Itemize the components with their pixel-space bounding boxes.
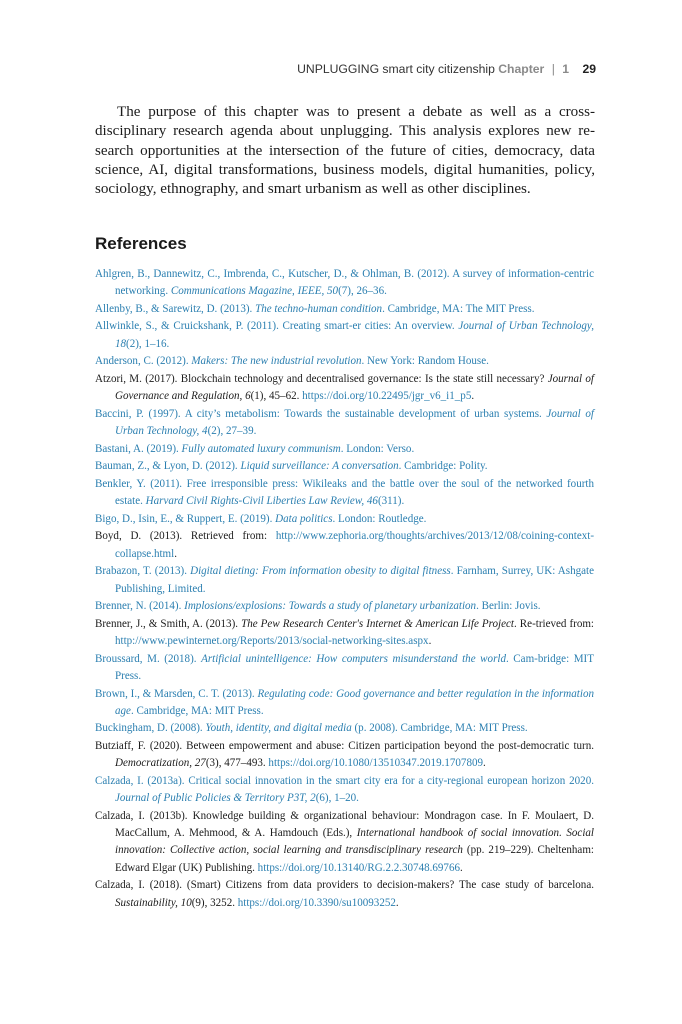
reference-text: . Cam-bridge: MIT Press. xyxy=(115,652,594,682)
reference-text: . Re-trieved from: xyxy=(514,617,595,630)
reference-text: Benkler, Y. (2011). Free irresponsible press: Wikileaks and the battle over the soul of the networked fourth estate. xyxy=(95,477,594,508)
reference-text: Atzori, M. (2017). Blockchain technology and decentralised governance: Is the state still necessary? xyxy=(95,372,548,385)
reference-source-title: Artificial unintelligence: How computers misunderstand the world xyxy=(201,652,506,665)
header-chapter-label: Chapter xyxy=(498,62,545,76)
reference-item xyxy=(95,318,594,353)
reference-item xyxy=(95,616,594,651)
reference-source-title: Sustainability, 10 xyxy=(115,896,192,909)
reference-source-title: Journal of Urban Technology, 18 xyxy=(115,320,594,350)
reference-source-title: Journal of Urban Technology, 4 xyxy=(115,407,594,438)
reference-text: Calzada, I. (2013a). Critical social innovation in the smart city era for a city-regional european horizon 2020. xyxy=(95,774,594,787)
reference-text: . Farnham, Surrey, UK: Ashgate Publishing, Limited. xyxy=(115,565,595,595)
reference-text: Bigo, D., Isin, E., & Ruppert, E. (2019). xyxy=(95,512,276,525)
reference-text: . xyxy=(428,635,432,648)
reference-item xyxy=(95,458,594,475)
reference-source-title: Digital dieting: From information obesity to digital fitness xyxy=(190,565,451,578)
reference-text: (p. 2008). Cambridge, MA: MIT Press. xyxy=(351,722,528,735)
reference-text: (2), 1–16. xyxy=(126,337,170,350)
reference-text: Baccini, P. (1997). A city’s metabolism: Towards the sustainable development of urban systems. xyxy=(95,407,547,420)
reference-text: . Berlin: Jovis. xyxy=(476,600,541,613)
reference-source-title: The techno-human condition xyxy=(255,302,383,315)
reference-text: . xyxy=(471,390,475,403)
reference-text: Bastani, A. (2019). xyxy=(95,442,182,455)
reference-text: . Cambridge, MA: The MIT Press. xyxy=(382,302,535,315)
reference-text: (9), 3252. xyxy=(191,896,238,909)
header-title: UNPLUGGING smart city citizenship xyxy=(297,62,495,76)
reference-text: (3), 477–493. xyxy=(205,757,269,770)
reference-text: . New York: Random House. xyxy=(361,355,489,368)
reference-source-title: Journal of Public Policies & Territory P3T, 2 xyxy=(115,792,316,805)
reference-text: . London: Routledge. xyxy=(332,512,427,525)
reference-text: Boyd, D. (2013). Retrieved from: xyxy=(95,530,276,543)
reference-text: (pp. 219–229). Cheltenham: Edward Elgar (UK) Publishing. xyxy=(115,844,594,874)
reference-source-title: Journal of Governance and Regulation, 6 xyxy=(115,372,594,403)
reference-source-title: International handbook of social innovation. Social innovation: Collective action, social learning and transdisciplinary research xyxy=(115,827,594,857)
reference-text: Ahlgren, B., Dannewitz, C., Imbrenda, C., Kutscher, D., & Ohlman, B. (2012). A survey of information-centric networking. xyxy=(95,268,594,298)
reference-text: Buckingham, D. (2008). xyxy=(95,722,206,735)
reference-text: . Cambridge, MA: MIT Press. xyxy=(130,704,264,717)
reference-link[interactable]: https://doi.org/10.1080/13510347.2019.1707809 xyxy=(268,757,484,770)
reference-text: . xyxy=(460,861,463,874)
reference-item xyxy=(95,686,594,721)
header-chapter-number: 1 xyxy=(562,62,570,76)
reference-item xyxy=(95,651,594,686)
reference-item xyxy=(95,511,594,528)
reference-item xyxy=(95,563,594,598)
reference-source-title: Harvard Civil Rights-Civil Liberties Law Review, 46 xyxy=(145,495,378,508)
reference-item xyxy=(95,441,594,458)
reference-source-title: Liquid surveillance: A conversation xyxy=(240,460,399,473)
reference-item xyxy=(95,720,594,737)
reference-link[interactable]: https://doi.org/10.3390/su10093252 xyxy=(237,896,396,909)
reference-source-title: Regulating code: Good governance and better regulation in the information age xyxy=(115,687,594,717)
reference-link[interactable]: https://doi.org/10.22495/jgr_v6_i1_p5 xyxy=(302,390,472,403)
references-heading: References xyxy=(95,234,187,253)
reference-item xyxy=(95,353,594,370)
reference-item xyxy=(95,738,594,773)
references-list xyxy=(95,266,594,912)
reference-text: (1), 45–62. xyxy=(250,390,303,403)
reference-item xyxy=(95,773,594,808)
reference-text: Bauman, Z., & Lyon, D. (2012). xyxy=(95,460,241,473)
running-header xyxy=(297,62,596,76)
reference-item xyxy=(95,877,594,912)
reference-item xyxy=(95,808,594,877)
reference-text: Allenby, B., & Sarewitz, D. (2013). xyxy=(95,302,256,315)
reference-link[interactable]: https://doi.org/10.13140/RG.2.2.30748.69766 xyxy=(257,861,461,874)
page-number: 29 xyxy=(582,62,596,76)
reference-item xyxy=(95,371,594,406)
reference-text: Calzada, I. (2018). (Smart) Citizens from data providers to decision-makers? The case study of barcelona. xyxy=(95,879,594,892)
reference-item xyxy=(95,266,594,301)
reference-link[interactable]: http://www.pewinternet.org/Reports/2013/social-networking-sites.aspx xyxy=(115,635,429,648)
reference-source-title: Communications Magazine, IEEE, 50 xyxy=(170,285,339,298)
reference-text: (2), 27–39. xyxy=(207,425,257,438)
reference-source-title: Fully automated luxury communism xyxy=(181,442,341,455)
reference-source-title: Democratization, 27 xyxy=(115,757,206,770)
reference-text: Brown, I., & Marsden, C. T. (2013). xyxy=(95,687,258,700)
reference-text: . xyxy=(395,896,399,909)
reference-source-title: The Pew Research Center's Internet & American Life Project xyxy=(241,617,514,630)
reference-text: Anderson, C. (2012). xyxy=(95,355,192,368)
reference-text: Brenner, N. (2014). xyxy=(95,600,185,613)
reference-source-title: Data politics xyxy=(275,512,333,525)
reference-text: (6), 1–20. xyxy=(315,792,359,805)
reference-text: . Cambridge: Polity. xyxy=(398,460,488,473)
reference-text: . xyxy=(483,757,486,770)
reference-item xyxy=(95,528,594,563)
reference-link[interactable]: http://www.zephoria.org/thoughts/archives/2013/12/08/coining-context-collapse.html xyxy=(115,530,594,560)
reference-text: Butziaff, F. (2020). Between empowerment and abuse: Citizen participation beyond the post-democratic turn. xyxy=(95,740,594,753)
reference-source-title: Makers: The new industrial revolution xyxy=(191,355,362,368)
reference-text: Allwinkle, S., & Cruickshank, P. (2011). Creating smart-er cities: An overview. xyxy=(95,320,459,333)
reference-item xyxy=(95,301,594,318)
reference-text: Brenner, J., & Smith, A. (2013). xyxy=(95,617,242,630)
reference-source-title: Implosions/explosions: Towards a study of planetary urbanization xyxy=(184,600,477,613)
reference-source-title: Youth, identity, and digital media xyxy=(205,722,352,735)
reference-text: (7), 26–36. xyxy=(338,285,387,298)
reference-text: Brabazon, T. (2013). xyxy=(95,565,191,578)
reference-text: (311). xyxy=(377,495,405,508)
reference-item xyxy=(95,476,594,511)
body-paragraph: The purpose of this chapter was to present a debate as well as a cross-disciplinary research agenda about unplugging. This analysis explores new re-search opportunities at the intersection of the future of cities, democracy, data science, AI, digital transformations, business models, digital humanities, policy, sociology, ethnography, and smart urbanism as well as other disciplines. xyxy=(95,104,595,198)
reference-text: Broussard, M. (2018). xyxy=(95,652,202,665)
reference-item xyxy=(95,406,594,441)
reference-text: . London: Verso. xyxy=(340,442,415,455)
reference-item xyxy=(95,598,594,615)
header-separator: | xyxy=(551,62,555,76)
reference-text: Calzada, I. (2013b). Knowledge building & organizational behaviour: Mondragon case. In F. Moulaert, D. MacCallum, A. Mehmood, & A. Hamdouch (Eds.), xyxy=(95,809,594,840)
reference-text: . xyxy=(174,547,177,560)
